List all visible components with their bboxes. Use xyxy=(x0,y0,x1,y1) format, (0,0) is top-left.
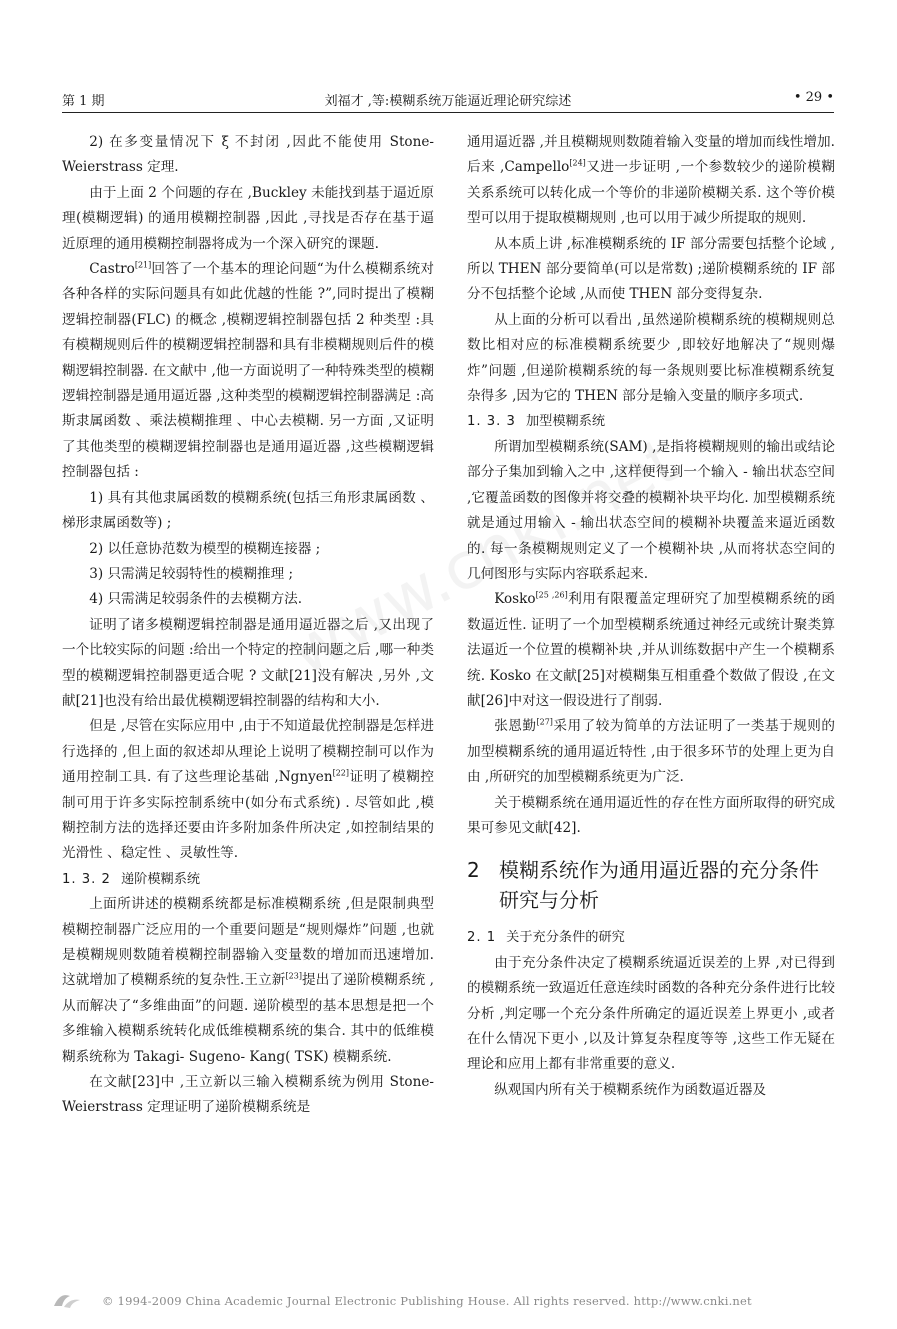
paragraph: 但是 ,尽管在实际应用中 ,由于不知道最优控制器是怎样进行选择的 ,但上面的叙述却从理论上说明了模糊控制可以作为通用控制工具. 有了这些理论基础 ,Ngnyen[22]证明了模糊控制可用于许多实际控制系统中(如分布式系统) . 尽管如此 ,模糊控制方法的选择还要由许多附加条件所决定 ,如控制结果的光滑性 、稳定性 、灵敏性等. xyxy=(62,718,434,862)
citation: [21] xyxy=(134,260,152,270)
running-header xyxy=(62,90,834,113)
paragraph: 纵观国内所有关于模糊系统作为函数逼近器及 xyxy=(494,1081,767,1098)
paragraph: 在文献[23]中 ,王立新以三输入模糊系统为例用 Stone- Weierstrass 定理证明了递阶模糊系统是 xyxy=(62,1074,434,1116)
paragraph: 上面所讲述的模糊系统都是标准模糊系统 ,但是限制典型模糊控制器广泛应用的一个重要问题是“规则爆炸”问题 ,也就是模糊规则数随着模糊控制器输入变量数的增加而迅速增加. 这就增加了模糊系统的复杂性.王立新[23]提出了递阶模糊系统 ,从而解决了“多维曲面”的问题. 递阶模型的基本思想是把一个多维输入模糊系统转化成低维模糊系统的集合. 其中的低维模糊系统称为 Takagi- Sugeno- Kang( TSK) 模糊系统. xyxy=(62,896,435,1065)
subsection-heading: 2. 1 关于充分条件的研究 xyxy=(467,930,625,946)
list-item: 3) 只需满足较弱特性的模糊推理 ; xyxy=(89,565,294,582)
paragraph: 所谓加型模糊系统(SAM) ,是指将模糊规则的输出或结论部分子集加到输入之中 ,这样便得到一个输入 - 输出状态空间 ,它覆盖函数的图像并将交叠的模糊补块平均化. 加型模糊系统就是通过用输入 - 输出状态空间的模糊补块覆盖来逼近函数的. 每一条模糊规则定义了一个模糊补块 ,从而将状态空间的几何图形与实际内容联系起来. xyxy=(467,438,835,582)
paragraph: 由于上面 2 个问题的存在 ,Buckley 未能找到基于逼近原理(模糊逻辑) 的通用模糊控制器 ,因此 ,寻找是否存在基于逼近原理的通用模糊控制器将成为一个深入研究的课题. xyxy=(62,184,434,252)
paragraph: Castro[21]回答了一个基本的理论问题“为什么模糊系统对各种各样的实际问题具有如此优越的性能 ?”,同时提出了模糊逻辑控制器(FLC) 的概念 ,模糊逻辑控制器包括 2 种类型 :具有模糊规则后件的模糊逻辑控制器和具有非模糊规则后件的模糊逻辑控制器. 在文献中 ,他一方面说明了一种特殊类型的模糊逻辑控制器是通用逼近器 ,这种类型的模糊逻辑控制器满足 :高斯隶属函数 、乘法模糊推理 、中心去模糊. 另一方面 ,又证明了其他类型的模糊逻辑控制器也是通用逼近器 ,这些模糊逻辑控制器包括 : xyxy=(62,260,434,481)
list-item: 2) 以任意协范数为模型的模糊连接器 ; xyxy=(89,540,321,557)
paragraph: Kosko[25 ,26]利用有限覆盖定理研究了加型模糊系统的函数逼近性. 证明了一个加型模糊系统通过神经元或统计聚类算法逼近一个位置的模糊补块 ,并从训练数据中产生一个模糊系统. Kosko 在文献[25]对模糊集互相重叠个数做了假设 ,在文献[26]中对这一假设进行了削弱. xyxy=(467,590,836,709)
paragraph: 关于模糊系统在通用逼近性的存在性方面所取得的研究成果可参见文献[42]. xyxy=(467,794,835,836)
paragraph: 通用逼近器 ,并且模糊规则数随着输入变量的增加而线性增加. 后来 ,Campello[24]又进一步证明 ,一个参数较少的递阶模糊关系系统可以转化成一个等价的非递阶模糊关系. 这个等价模型可以用于提取模糊规则 ,也可以用于减少所提取的规则. xyxy=(467,134,835,227)
citation: [24] xyxy=(569,158,586,168)
paragraph: 从本质上讲 ,标准模糊系统的 IF 部分需要包括整个论域 ,所以 THEN 部分要简单(可以是常数) ;递阶模糊系统的 IF 部分不包括整个论域 ,从而使 THEN 部分变得复杂. xyxy=(467,235,835,303)
paragraph: 2) 在多变量情况下 ξ 不封闭 ,因此不能使用 Stone- Weierstrass 定理. xyxy=(62,134,434,176)
copyright-notice: © 1994-2009 China Academic Journal Electronic Publishing House. All rights reserved. http://www.cnki.net xyxy=(102,1294,752,1308)
paragraph: 张恩勤[27]采用了较为简单的方法证明了一类基于规则的加型模糊系统的通用逼近特性 ,由于很多环节的处理上更为自由 ,所研究的加型模糊系统更为广泛. xyxy=(467,717,835,786)
issue-number: 第 1 期 xyxy=(62,94,105,109)
cnki-logo-icon xyxy=(50,1290,84,1312)
footer xyxy=(50,1290,850,1314)
paragraph: 由于充分条件决定了模糊系统逼近误差的上界 ,对已得到的模糊系统一致逼近任意连续时函数的各种充分条件进行比较分析 ,判定哪一个充分条件所确定的逼近误差上界更小 ,或者在什么情况下更小 ,以及计算复杂程度等等 ,这些工作无疑在理论和应用上都有非常重要的意义. xyxy=(467,954,835,1073)
section-2-heading: 2 模糊系统作为通用逼近器的充分条件研究与分析 xyxy=(467,858,819,913)
citation: [23] xyxy=(285,971,302,981)
right-column xyxy=(467,130,835,1103)
paragraph: 证明了诸多模糊逻辑控制器是通用逼近器之后 ,又出现了一个比较实际的问题 :给出一个特定的控制问题之后 ,哪一种类型的模糊逻辑控制器更适合呢 ? 文献[21]没有解决 ,另外 ,文献[21]也没有给出最优模糊逻辑控制器的结构和大小. xyxy=(62,616,434,709)
left-column xyxy=(62,130,434,1121)
running-title: 刘福才 ,等:模糊系统万能逼近理论研究综述 xyxy=(324,94,572,109)
paragraph: 从上面的分析可以看出 ,虽然递阶模糊系统的模糊规则总数比相对应的标准模糊系统要少 ,即较好地解决了“规则爆炸”问题 ,但递阶模糊系统的每一条规则要比标准模糊系统复杂得多 ,因为它的 THEN 部分是输入变量的顺序多项式. xyxy=(467,311,835,405)
section-heading: 1. 3. 3 加型模糊系统 xyxy=(467,414,606,430)
citation: [25 ,26] xyxy=(535,590,568,600)
page-number: • 29 • xyxy=(793,90,834,105)
section-heading: 1. 3. 2 递阶模糊系统 xyxy=(62,871,201,887)
list-item: 1) 具有其他隶属函数的模糊系统(包括三角形隶属函数 、梯形隶属函数等) ; xyxy=(62,489,434,532)
citation: [22] xyxy=(332,768,349,778)
citation: [27] xyxy=(536,717,553,727)
list-item: 4) 只需满足较弱条件的去模糊方法. xyxy=(89,591,303,608)
